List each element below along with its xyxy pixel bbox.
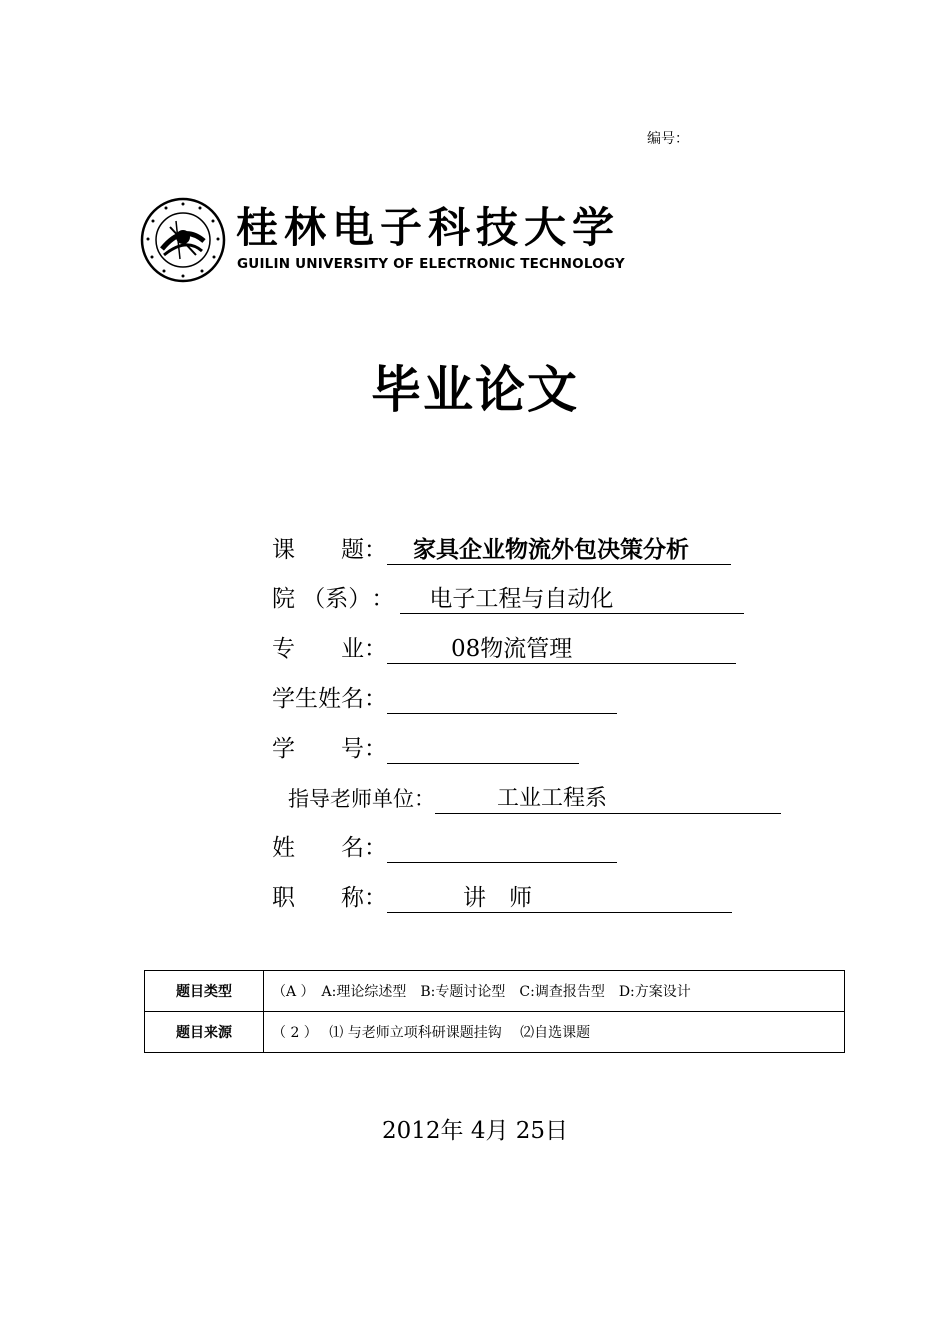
field-major-text: 08物流管理 bbox=[451, 636, 573, 662]
topic-source-header: 题目来源 bbox=[145, 1012, 264, 1053]
field-student-id-value bbox=[387, 735, 579, 764]
field-college-text: 电子工程与自动化 bbox=[429, 586, 614, 612]
field-college-colon: ： bbox=[371, 586, 395, 612]
field-advisor-title-value bbox=[387, 884, 732, 913]
field-advisor-name-value bbox=[387, 834, 617, 863]
field-student-name-label: 学生姓名 bbox=[272, 686, 364, 712]
field-advisor-unit bbox=[288, 780, 781, 814]
field-topic-value bbox=[387, 536, 731, 565]
university-logo bbox=[140, 197, 625, 283]
table-row bbox=[145, 1012, 845, 1053]
field-student-name-value bbox=[387, 685, 617, 714]
document-title: 毕业论文 bbox=[371, 361, 579, 419]
field-topic-colon: ： bbox=[364, 537, 387, 563]
field-college bbox=[272, 580, 744, 614]
field-advisor-title-text: 讲 师 bbox=[463, 885, 532, 911]
field-advisor-name-label: 姓 名 bbox=[272, 835, 364, 861]
field-advisor-unit-text: 工业工程系 bbox=[497, 786, 608, 811]
field-advisor-name bbox=[272, 829, 617, 863]
field-advisor-name-colon: ： bbox=[364, 835, 387, 861]
topic-source-content: （ 2 ） ⑴ 与老师立项科研课题挂钩 ⑵自选课题 bbox=[264, 1012, 845, 1053]
field-topic-text: 家具企业物流外包决策分析 bbox=[413, 537, 689, 563]
field-topic-label: 课 题 bbox=[272, 537, 364, 563]
field-major bbox=[272, 630, 736, 664]
field-college-label: 院 （系） bbox=[272, 586, 372, 612]
field-student-name bbox=[272, 680, 617, 714]
topic-type-content: （A ） A:理论综述型 B:专题讨论型 C:调查报告型 D:方案设计 bbox=[264, 971, 845, 1012]
field-advisor-title-label: 职 称 bbox=[272, 885, 364, 911]
field-student-id bbox=[272, 730, 579, 764]
field-advisor-unit-colon: ： bbox=[414, 787, 435, 811]
field-topic bbox=[272, 531, 731, 565]
university-seal-icon bbox=[140, 197, 226, 283]
serial-number-label: 编号： bbox=[647, 131, 689, 147]
field-student-id-colon: ： bbox=[364, 736, 387, 762]
topic-info-table bbox=[144, 970, 845, 1053]
field-student-name-colon: ： bbox=[364, 686, 387, 712]
field-major-colon: ： bbox=[364, 636, 387, 662]
field-advisor-unit-value bbox=[435, 785, 781, 814]
document-date: 2012年 4月 25日 bbox=[381, 1118, 569, 1144]
field-advisor-title bbox=[272, 879, 732, 913]
topic-type-header: 题目类型 bbox=[145, 971, 264, 1012]
field-college-value bbox=[400, 585, 744, 614]
field-major-value bbox=[387, 635, 736, 664]
university-name-en: GUILIN UNIVERSITY OF ELECTRONIC TECHNOLOGY bbox=[237, 256, 625, 272]
field-student-id-label: 学 号 bbox=[272, 736, 364, 762]
field-major-label: 专 业 bbox=[272, 636, 364, 662]
table-row bbox=[145, 971, 845, 1012]
field-advisor-title-colon: ： bbox=[364, 885, 387, 911]
university-name-cn: 桂林电子科技大学 bbox=[236, 203, 621, 252]
field-advisor-unit-label: 指导老师单位 bbox=[288, 787, 414, 811]
